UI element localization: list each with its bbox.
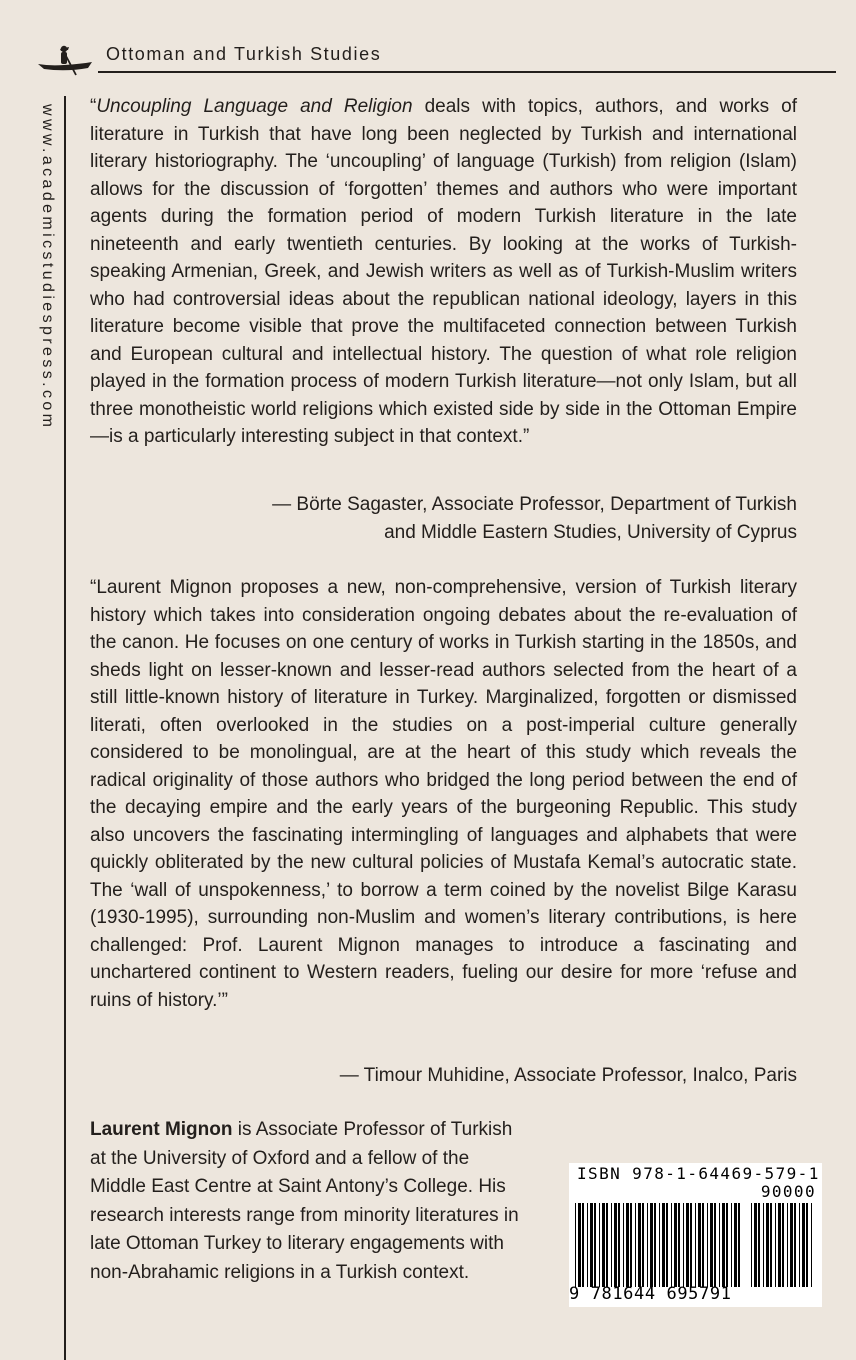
barcode-bar <box>666 1203 668 1287</box>
barcode-bar <box>638 1203 641 1287</box>
barcode-bars <box>575 1203 741 1287</box>
author-bio <box>90 1116 530 1287</box>
open-quote: “ <box>90 96 97 117</box>
barcode-bar <box>731 1203 732 1287</box>
barcode-bar <box>770 1203 772 1287</box>
barcode-bar <box>654 1203 656 1287</box>
blurb-quote-1-text: deals with topics, authors, and works of literature in Turkish that have long been neglected by Turkish and international literary historiography. The ‘uncoupling’ of language (Turkish) from religion (Islam) allows for the discussion of ‘forgotten’ themes and authors who were important agents during the formation period of modern Turkish literature in the late nineteenth and early twentieth centuries. By looking at the works of Turkish-speaking Armenian, Greek, and Jewish writers as well as of Turkish-Muslim writers who had controversial ideas about the republican national ideology, layers in this literature become visible that prove the multifaceted connection between Turkish and European cultural and intellectual history. The question of what role religion played in the formation process of modern Turkish literature—not only Islam, but all three monotheistic world religions which existed side by side in the Ottoman Empire—is a particularly interesting subject in that context.” <box>90 96 797 447</box>
barcode-bar <box>758 1203 760 1287</box>
barcode-bar <box>599 1203 600 1287</box>
blurb-attribution-1 <box>90 491 797 546</box>
barcode-bar <box>719 1203 720 1287</box>
header-rule <box>98 71 836 73</box>
barcode-bar <box>790 1203 793 1287</box>
barcode-addon-bars <box>751 1203 813 1287</box>
barcode-bar <box>575 1203 576 1287</box>
barcode-bar <box>626 1203 629 1287</box>
barcode-bar <box>726 1203 728 1287</box>
barcode-bar <box>674 1203 677 1287</box>
barcode-bar <box>635 1203 636 1287</box>
barcode-bar <box>602 1203 605 1287</box>
barcode-bar <box>787 1203 788 1287</box>
barcode-bar <box>614 1203 617 1287</box>
blurb-quote-1 <box>90 93 797 451</box>
barcode-bar <box>582 1203 584 1287</box>
barcode-bar <box>710 1203 713 1287</box>
barcode-bar <box>578 1203 581 1287</box>
barcode-bar <box>695 1203 696 1287</box>
author-bio-text: is Associate Professor of Turkish at the University of Oxford and a fellow of the Middle East Centre at Saint Antony’s College. His research interests range from minority literatures in late Ottoman Turkey to literary engagements with non-Abrahamic religions in a Turkish context. <box>90 1119 519 1283</box>
barcode-bar <box>662 1203 665 1287</box>
barcode-bar <box>738 1203 740 1287</box>
barcode-bar <box>811 1203 812 1287</box>
barcode-bar <box>686 1203 689 1287</box>
barcode-bar <box>630 1203 632 1287</box>
barcode-bar <box>782 1203 784 1287</box>
attribution-1-line-2: and Middle Eastern Studies, University of Cyprus <box>384 521 797 543</box>
attribution-1-line-1: — Börte Sagaster, Associate Professor, Department of Turkish <box>272 494 797 515</box>
website-url[interactable]: www.academicstudiespress.com <box>39 104 56 431</box>
price-code: 90000 <box>760 1182 816 1201</box>
blurb-attribution-2: — Timour Muhidine, Associate Professor, Inalco, Paris <box>339 1065 797 1086</box>
barcode-bar <box>754 1203 757 1287</box>
barcode-bar <box>590 1203 593 1287</box>
barcode-bar <box>611 1203 612 1287</box>
barcode-bar <box>802 1203 805 1287</box>
series-header <box>36 40 836 76</box>
barcode-bar <box>606 1203 608 1287</box>
barcode-bar <box>702 1203 704 1287</box>
barcode-bar <box>794 1203 796 1287</box>
barcode-bar <box>763 1203 764 1287</box>
barcode-bar <box>778 1203 781 1287</box>
ean-digits: 9 781644 695791 <box>569 1284 732 1304</box>
vertical-rule <box>64 96 66 1360</box>
barcode-bar <box>650 1203 653 1287</box>
boat-rower-icon <box>36 42 94 76</box>
barcode-bar <box>734 1203 737 1287</box>
barcode-bar <box>642 1203 644 1287</box>
barcode-bar <box>647 1203 648 1287</box>
barcode-bar <box>799 1203 800 1287</box>
barcode-bar <box>618 1203 620 1287</box>
author-name: Laurent Mignon <box>90 1119 233 1140</box>
barcode-bar <box>707 1203 708 1287</box>
barcode-bar <box>587 1203 588 1287</box>
series-title: Ottoman and Turkish Studies <box>106 44 382 64</box>
barcode-bar <box>659 1203 660 1287</box>
barcode-bar <box>698 1203 701 1287</box>
barcode-bar <box>751 1203 752 1287</box>
barcode-bar <box>714 1203 716 1287</box>
barcode-bar <box>678 1203 680 1287</box>
barcode-bar <box>722 1203 725 1287</box>
barcode-bar <box>775 1203 776 1287</box>
isbn-barcode <box>569 1163 822 1307</box>
barcode-bar <box>690 1203 692 1287</box>
barcode-bar <box>623 1203 624 1287</box>
book-title-italic: Uncoupling Language and Religion <box>96 96 413 117</box>
isbn-label: ISBN 978-1-64469-579-1 <box>577 1164 820 1183</box>
barcode-bar <box>683 1203 684 1287</box>
barcode-bar <box>806 1203 808 1287</box>
barcode-bar <box>594 1203 596 1287</box>
barcode-bar <box>671 1203 672 1287</box>
barcode-bar <box>766 1203 769 1287</box>
blurb-quote-2: “Laurent Mignon proposes a new, non-comprehensive, version of Turkish literary history which takes into consideration ongoing debates about the re-evaluation of the canon. He focuses on one century of works in Turkish starting in the 1850s, and sheds light on lesser-known and lesser-read authors selected from the heart of a still little-known history of literature in Turkey. Marginalized, forgotten or dismissed literati, often overlooked in the studies on a post-imperial culture generally considered to be monolingual, are at the heart of this study which reveals the radical originality of those authors who bridged the long period between the end of the decaying empire and the early years of the burgeoning Republic. This study also uncovers the fascinating intermingling of languages and alphabets that were quickly obliterated by the new cultural policies of Mustafa Kemal’s autocratic state. The ‘wall of unspokenness,’ to borrow a term coined by the novelist Bilge Karasu (1930-1995), surrounding non-Muslim and women’s literary contributions, is here challenged: Prof. Laurent Mignon manages to introduce a fascinating and unchartered continent to Western readers, fueling our desire for more ‘refuse and ruins of history.’” <box>90 577 797 1011</box>
